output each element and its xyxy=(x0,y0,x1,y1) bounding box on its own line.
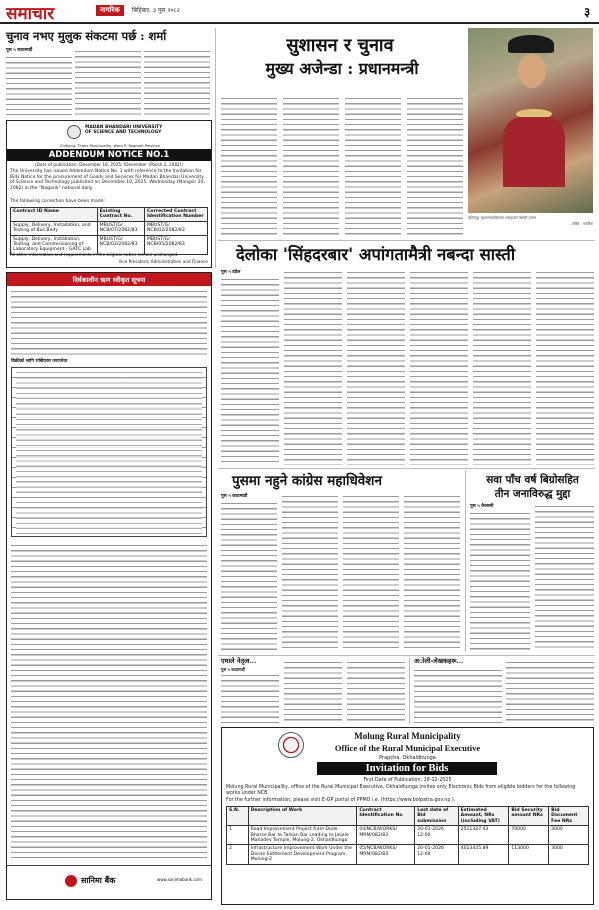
congress-body-col4 xyxy=(404,494,460,651)
notice-footer: All other information and requirements in the original notice remain unchanged. xyxy=(10,252,179,257)
brief-right-body-col2 xyxy=(506,660,594,723)
column-header: Last date of Bid submission xyxy=(415,807,458,826)
brief-right-body-col1 xyxy=(414,668,502,723)
column-divider xyxy=(465,470,466,652)
table-cell: Infrastructure Improvement Work Under the Dense Settlement Development Program, Molung-2 xyxy=(248,845,357,864)
column-header: Contract Identification No xyxy=(357,807,415,826)
brief-left-dateline: पुस ५ काठमाडौं xyxy=(221,667,245,672)
congress-body-col1 xyxy=(221,501,277,651)
article-left-body-col2 xyxy=(75,49,141,115)
masthead-date: बिहिबार, ३ पुस २०८२ xyxy=(132,7,180,14)
table-cell: Road Improvement Project from Dude Bharse Bar to Tarkan Bar Leading to Jaljale Mahadev Temple, Molung-2, Okhaldhunga xyxy=(248,826,357,845)
madan-bhandari-notice xyxy=(6,120,212,268)
column-header: Corrected Contract Identification Number xyxy=(144,208,207,222)
notice-signature: Vice President, Administration and Finance xyxy=(118,259,208,264)
congress-body-col3 xyxy=(343,494,399,651)
sanima-property-table xyxy=(11,367,207,537)
university-address: Chitlang, Thaha Municipality, Ward 9, Bagmati Province xyxy=(60,144,160,148)
column-header: Description of Work xyxy=(248,807,357,826)
table-row xyxy=(227,826,589,845)
column-divider xyxy=(215,28,216,268)
brief-left-headline: एमाले नेतृत्व... xyxy=(221,657,257,665)
feature-headline-2: मुख्य अजेन्डा : प्रधानमन्त्री xyxy=(265,59,419,78)
five-years-headline-1: सवा पाँच वर्ष बिग्रोसहित xyxy=(486,474,579,486)
table-cell: MBUST/G/ NCB/05/2082/83 xyxy=(144,235,207,254)
mid-body-col5 xyxy=(473,270,531,465)
feature-headline-1: सुशासन र चुनाव xyxy=(286,35,394,56)
feature-body-col4 xyxy=(407,96,463,236)
mid-body-col1 xyxy=(221,277,279,465)
table-cell: 1 xyxy=(227,826,249,845)
sanima-logo-icon xyxy=(65,875,77,887)
sanima-bank-notice xyxy=(6,272,212,900)
table-cell: Supply, Delivery, Installation, Testing, and Commissioning of Laboratory Equipment - GATC Lab xyxy=(11,235,98,254)
photo-hat xyxy=(508,35,554,53)
column-header: Bid Security amount NRs xyxy=(509,807,549,826)
column-header: Bid Document Fee NRs xyxy=(549,807,589,826)
headline-left: चुनाव नभए मुलुक संकटमा पर्छ : शर्मा xyxy=(6,29,167,43)
municipality-name: Molung Rural Municipality xyxy=(354,731,461,741)
table-cell: 20-01-2026 12:00 xyxy=(415,826,458,845)
feature-body-col1 xyxy=(221,96,277,236)
sanima-bank-name: सानिमा बैंक xyxy=(81,876,116,885)
photo-credit: तस्बिर : नागरिक xyxy=(571,222,593,226)
column-header: Contract ID Name xyxy=(11,208,98,222)
column-header: Existing Contract No. xyxy=(97,208,144,222)
sanima-terms-text xyxy=(11,543,207,861)
table-cell: MBUST/G/ NCB/02/2082/83 xyxy=(97,235,144,254)
table-cell: 2 xyxy=(227,845,249,864)
five-years-body-col1 xyxy=(470,511,530,651)
table-cell: 05/NCB/WORKS/ MRM/082/83 xyxy=(357,845,415,864)
table-cell: 113000 xyxy=(509,845,549,864)
office-address: Prapcha, Okhaldhunga xyxy=(379,755,436,761)
mid-body-col6 xyxy=(536,270,594,465)
table-cell: 4023435.89 xyxy=(458,845,509,864)
correction-table xyxy=(10,207,208,255)
photo-caption: ललितपुर महानगरपालिकामा मनाइएको उँधौली उत्सव xyxy=(468,216,536,220)
brief-left-body-col2 xyxy=(284,660,342,723)
molung-further-info: For the further information, please visit E-GP portal of PPMO i.e. (https://www.bolpatra.gov.np ). xyxy=(226,798,456,803)
mid-headline: देलोका 'सिंहदरबार' अपांगतामैत्री नबन्दा सास्ती xyxy=(236,245,516,264)
table-cell: 20-01-2026 12:00 xyxy=(415,845,458,864)
office-name: Office of the Rural Municipal Executive xyxy=(334,743,481,753)
table-cell: MBUST/G/ NCB/02/2082/83 xyxy=(144,221,207,235)
molung-body: Molung Rural Municipality, office of the Rural Municipal Executive, Okhaldhunga invites only Electronic Bids from eligible bidders for the following works under NCB. xyxy=(226,785,576,796)
bid-table xyxy=(226,806,589,865)
column-header: Estimated Amount, NRs (including VAT) xyxy=(458,807,509,826)
table-cell: 3000 xyxy=(549,826,589,845)
column-header: S.N. xyxy=(227,807,249,826)
correction-intro: The following correction have been made: xyxy=(10,199,105,204)
column-divider xyxy=(409,658,410,724)
university-name: MADAN BHANDARI UNIVERSITY OF SCIENCE AND TECHNOLOGY xyxy=(85,125,163,136)
feature-body-col3 xyxy=(345,96,401,236)
publication-date: (Date of publication: December 18, 2025, (December (Poush 2, 2082)) xyxy=(35,162,183,167)
dateline-left: पुस ५ काठमाडौं xyxy=(6,48,33,53)
article-left-body-col1 xyxy=(6,55,72,115)
five-years-body-col2 xyxy=(535,504,594,651)
university-logo xyxy=(67,125,81,139)
table-cell: MBUST/G/ NCB/07/2082/83 xyxy=(97,221,144,235)
first-publication-date: First Date of Publication: 18-12-2025 xyxy=(363,778,452,783)
addendum-body: The University has issued Addendum Notice No. 1 with reference to the Invitation for Bids Notice for the procurement of Goods and Services for Madan Bhandari University of Science and Technology published on December 10, 2025, Wednesday (Mangsir 24, 2082) in the "Nagarik" national daily. xyxy=(10,169,205,191)
sanima-table-title: बिक्रीको लागि राखिएका जायजेथा xyxy=(11,359,68,364)
addendum-title: ADDENDUM NOTICE NO.1 xyxy=(7,149,211,161)
table-cell: 3000 xyxy=(549,845,589,864)
page-number: ३ xyxy=(584,5,591,19)
molung-notice xyxy=(221,727,594,905)
table-row xyxy=(11,221,208,235)
five-years-headline-2: तीन जनाविरुद्ध मुद्दा xyxy=(494,488,571,500)
sanima-heading: दिर्घकालीन ऋण स्वीकृत सूचना xyxy=(7,273,211,286)
masthead-tag: नागरिक xyxy=(96,5,124,16)
invitation-title: Invitation for Bids xyxy=(317,762,497,775)
feature-body-col2 xyxy=(283,96,339,236)
table-cell: 2511327.43 xyxy=(458,826,509,845)
brief-right-headline: अोली-लेखकहरू... xyxy=(414,657,464,665)
section-divider xyxy=(218,468,595,469)
masthead xyxy=(0,0,599,24)
congress-body-col2 xyxy=(282,494,338,651)
congress-dateline: पुस ५ काठमाडौं xyxy=(221,494,248,499)
correction-table-header xyxy=(11,208,208,222)
mid-body-col2 xyxy=(284,270,342,465)
mid-body-col4 xyxy=(410,270,468,465)
table-rows-text xyxy=(16,370,202,534)
sanima-intro-text xyxy=(11,289,207,355)
photo-face xyxy=(518,54,546,88)
section-divider xyxy=(218,655,595,656)
congress-headline: पुसमा नहुने कांग्रेस महाधिवेशन xyxy=(232,473,382,489)
sanima-footer xyxy=(7,865,211,899)
mid-body-col3 xyxy=(347,270,405,465)
article-left-body-col3 xyxy=(144,49,210,115)
five-years-dateline: पुस ५ कैलाली xyxy=(470,504,494,509)
photo-dress xyxy=(503,117,565,187)
table-cell: Supply, Delivery, Installation, and Testing of Bus Body xyxy=(11,221,98,235)
mid-dateline: पुस ५ डडेल xyxy=(221,270,241,275)
masthead-logo: समाचार xyxy=(6,4,55,24)
festival-photo xyxy=(468,28,593,213)
brief-left-body-col1 xyxy=(221,673,279,723)
table-cell: 70000 xyxy=(509,826,549,845)
table-cell: 04/NCB/WORKS/ MRM/082/83 xyxy=(357,826,415,845)
sanima-website: www.sanimabank.com xyxy=(157,877,202,882)
bid-table-header xyxy=(227,807,589,826)
brief-left-body-col3 xyxy=(347,660,405,723)
section-divider xyxy=(218,240,595,241)
table-row xyxy=(227,845,589,864)
